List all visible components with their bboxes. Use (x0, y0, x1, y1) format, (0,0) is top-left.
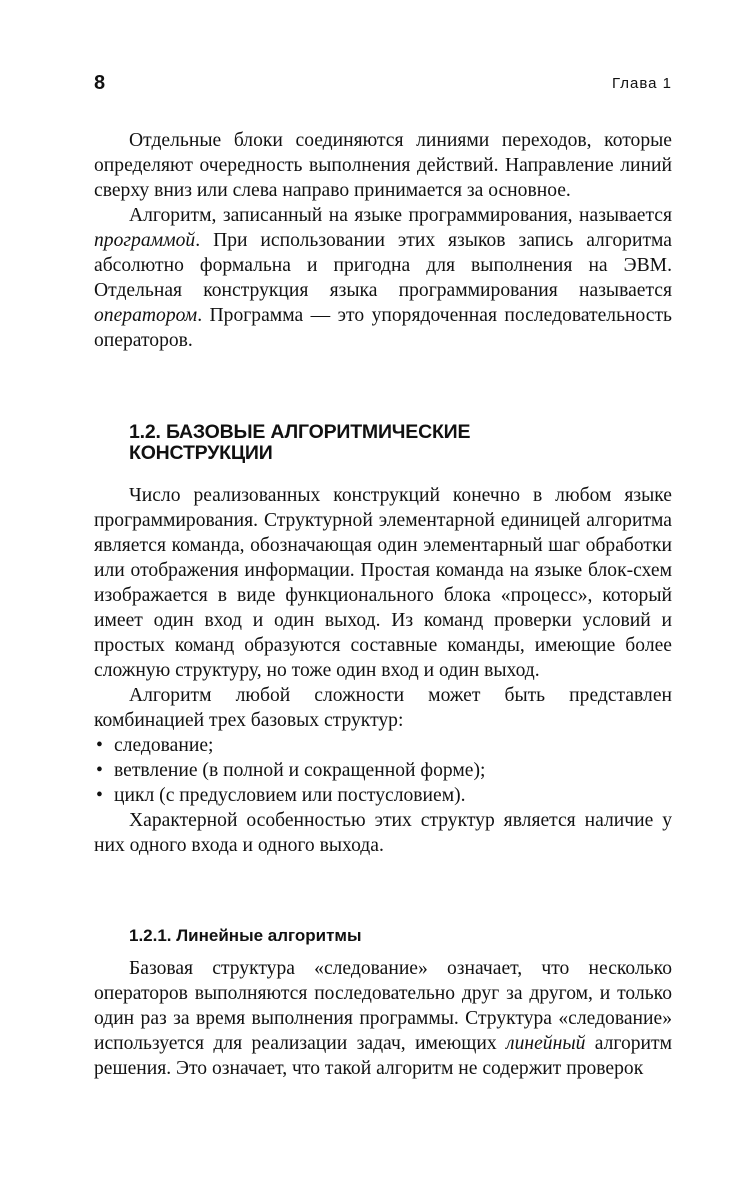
section-heading: 1.2. БАЗОВЫЕ АЛГОРИТМИЧЕСКИЕ КОНСТРУКЦИИ (129, 421, 471, 464)
page-header (94, 72, 672, 98)
paragraph: Характерной особенностью этих структур является наличие у них одного входа и одного выхода. (94, 810, 672, 856)
list-item: • цикл (с предусловием или постусловием). (96, 785, 466, 806)
paragraph: Число реализованных конструкций конечно в любом языке программирования. Структурной элементарной единицей алгоритма является команда, обозначающая один элементарный шаг обработки или отображения информации. Простая команда на языке блок-схем изображается в виде функционального блока «процесс», который имеет один вход и один выход. Из команд проверки условий и простых команд образуются составные команды, имеющие более сложную структуру, но тоже один вход и один выход. (94, 485, 672, 681)
list-item: • ветвление (в полной и сокращенной форме); (96, 760, 486, 781)
bullet-icon: • (96, 760, 103, 781)
bullet-list (94, 733, 672, 808)
emphasis-term: программой (94, 230, 196, 251)
list-item: • следование; (96, 735, 214, 756)
bullet-icon: • (96, 785, 103, 806)
subsection-heading: 1.2.1. Линейные алгоритмы (129, 926, 362, 945)
intro-block (94, 128, 672, 353)
bullet-icon: • (96, 735, 103, 756)
emphasis-term: оператором (94, 305, 198, 326)
paragraph: Отдельные блоки соединяются линиями переходов, которые определяют очередность выполнения действий. Направление линий сверху вниз или слева направо принимается за основное. (94, 130, 672, 201)
paragraph: Алгоритм, записанный на языке программирования, называется программой. При использовании этих языков запись алгоритма абсолютно формальна и пригодна для выполнения на ЭВМ. Отдельная конструкция языка программирования называется оператором. Программа — это упорядоченная последовательность операторов. (94, 205, 672, 351)
paragraph: Базовая структура «следование» означает, что несколько операторов выполняются последовательно друг за другом, и только один раз за время выполнения программы. Структура «следование» используется для реализации задач, имеющих линейный алгоритм решения. Это означает, что такой алгоритм не содержит проверок (94, 958, 672, 1079)
page-number: 8 (94, 72, 106, 94)
paragraph: Алгоритм любой сложности может быть представлен комбинацией трех базовых структур: (94, 685, 672, 731)
section-1-2-1-body (94, 956, 672, 1081)
running-head: Глава 1 (611, 75, 672, 92)
emphasis-term: линейный (506, 1033, 586, 1054)
section-1-2-body (94, 483, 672, 858)
